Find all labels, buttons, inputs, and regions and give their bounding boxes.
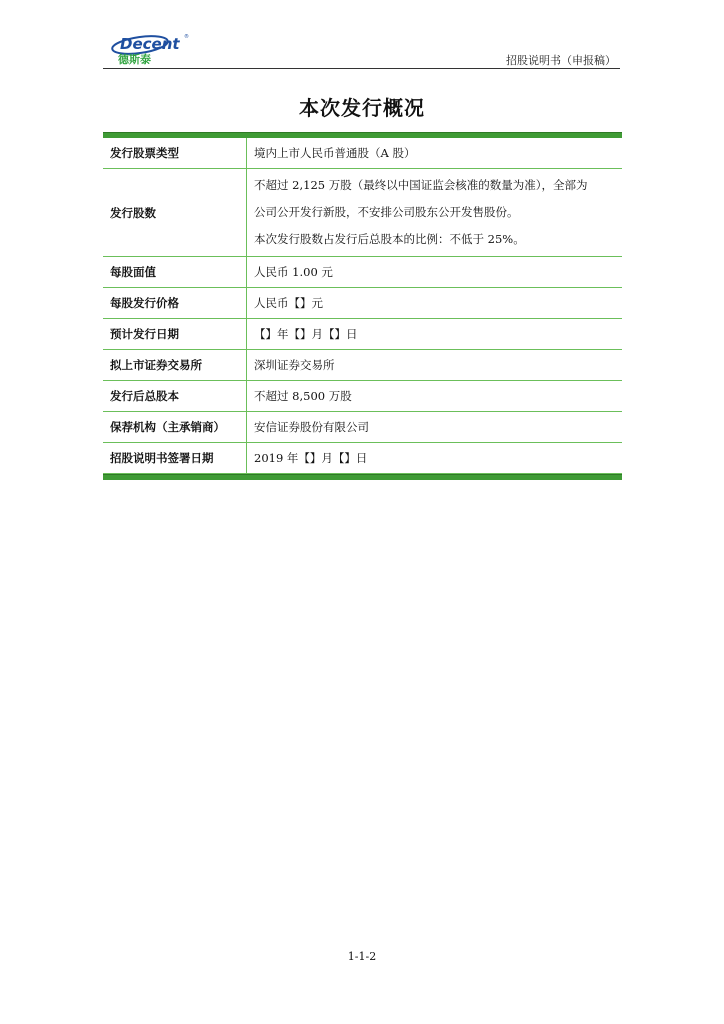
value-line: 境内上市人民币普通股（A 股） [254, 145, 416, 160]
row-value [247, 412, 623, 443]
table-body [103, 138, 622, 474]
row-value [247, 257, 623, 288]
table-row [103, 288, 622, 319]
header-divider [103, 68, 620, 69]
row-label: 预计发行日期 [103, 319, 247, 350]
row-value [247, 288, 623, 319]
row-value [247, 443, 623, 474]
table-row [103, 169, 622, 257]
table-row [103, 138, 622, 169]
table-row [103, 350, 622, 381]
value-line: 深圳证券交易所 [254, 357, 335, 372]
value-line: 人民币 1.00 元 [254, 264, 333, 279]
row-value [247, 319, 623, 350]
row-label: 拟上市证券交易所 [103, 350, 247, 381]
value-line: 【】年【】月【】日 [254, 326, 358, 341]
page-title: 本次发行概况 [299, 96, 425, 120]
svg-text:®: ® [184, 34, 189, 40]
value-line: 不超过 2,125 万股（最终以中国证监会核准的数量为准），全部为 [254, 178, 588, 192]
page-number: 1-1-2 [347, 950, 377, 963]
value-line: 人民币【】元 [254, 295, 323, 310]
table-row [103, 257, 622, 288]
value-line: 本次发行股数占发行后总股本的比例：不低于 25%。 [254, 232, 525, 246]
table-row [103, 443, 622, 474]
table-row [103, 319, 622, 350]
value-line: 不超过 8,500 万股 [254, 388, 352, 403]
svg-text:德斯泰: 德斯泰 [118, 53, 151, 66]
row-label: 发行后总股本 [103, 381, 247, 412]
row-label: 保荐机构（主承销商） [103, 412, 247, 443]
value-line: 安信证券股份有限公司 [254, 419, 369, 434]
table-row [103, 412, 622, 443]
row-label: 每股面值 [103, 257, 247, 288]
row-label: 每股发行价格 [103, 288, 247, 319]
row-label: 发行股票类型 [103, 138, 247, 169]
row-value [247, 169, 623, 257]
svg-text:Decent: Decent [120, 35, 180, 53]
row-label: 招股说明书签署日期 [103, 443, 247, 474]
row-label: 发行股数 [103, 169, 247, 257]
document-label: 招股说明书（申报稿） [506, 54, 616, 67]
table-bottom-border [103, 474, 622, 480]
row-value [247, 350, 623, 381]
company-logo [110, 30, 192, 66]
row-value [247, 138, 623, 169]
row-value [247, 381, 623, 412]
table-row [103, 381, 622, 412]
value-line: 2019 年【】月【】日 [254, 450, 368, 465]
value-line: 公司公开发行新股，不安排公司股东公开发售股份。 [254, 205, 519, 219]
offering-overview-table [103, 132, 622, 480]
